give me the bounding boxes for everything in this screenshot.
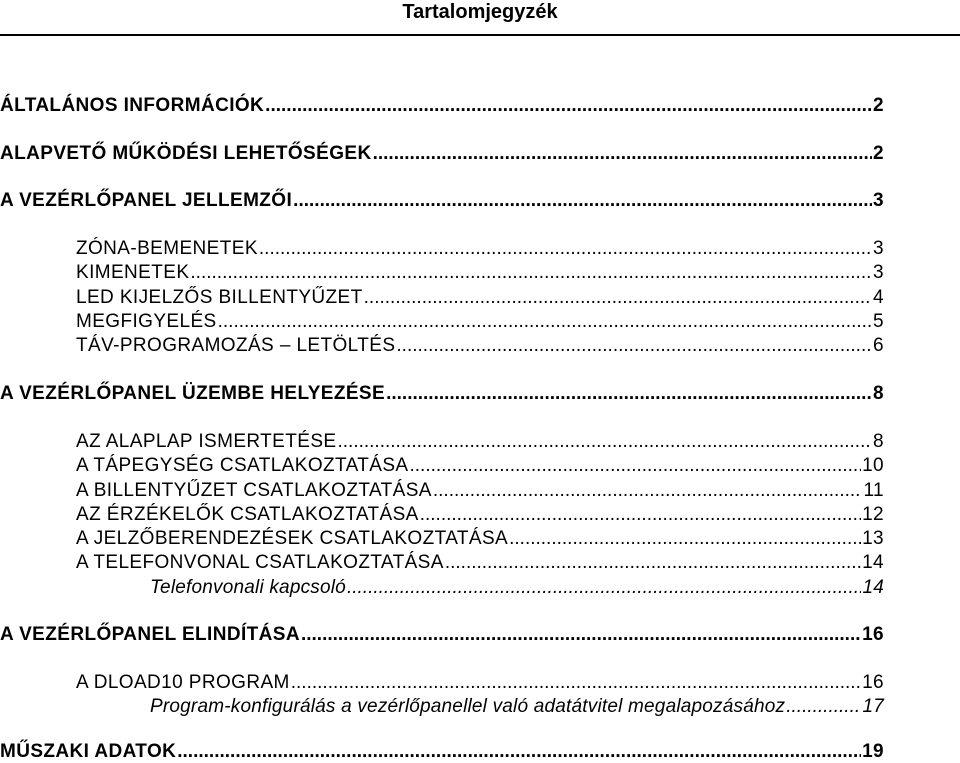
toc-page-number: 13	[862, 528, 884, 549]
toc-entry-title: Program-konfigurálás a vezérlőpanellel való adatátvitel megalapozásához	[150, 696, 786, 717]
toc-entry-led-kijelzos-billentyuzet[interactable]	[0, 287, 884, 309]
toc-page-number: 14	[862, 552, 884, 573]
toc-entry-title: A VEZÉRLŐPANEL ÜZEMBE HELYEZÉSE	[0, 383, 386, 404]
toc-dot-leader	[218, 311, 872, 333]
toc-dot-leader	[364, 287, 872, 309]
toc-page-number: 19	[862, 741, 884, 762]
toc-entry-title: A VEZÉRLŐPANEL JELLEMZŐI	[0, 190, 293, 211]
toc-entry-title: A TELEFONVONAL CSATLAKOZTATÁSA	[76, 552, 444, 573]
toc-dot-leader	[265, 95, 872, 117]
toc-dot-leader	[409, 455, 861, 477]
toc-page-number: 6	[873, 335, 884, 356]
toc-page-number: 16	[862, 624, 884, 645]
toc-dot-leader	[396, 335, 872, 357]
toc-entry-jelzoberendezesek-csatlakoztatasa[interactable]	[0, 528, 884, 550]
toc-page-number: 17	[862, 696, 884, 717]
toc-entry-title: A DLOAD10 PROGRAM	[76, 672, 290, 693]
toc-entry-title: TÁV-PROGRAMOZÁS – LETÖLTÉS	[76, 335, 396, 356]
toc-entry-title: A BILLENTYŰZET CSATLAKOZTATÁSA	[76, 480, 432, 501]
toc-page-number: 3	[873, 190, 884, 211]
toc-page-number: 4	[873, 287, 884, 308]
toc-entry-title: A JELZŐBERENDEZÉSEK CSATLAKOZTATÁSA	[76, 528, 509, 549]
toc-entry-erzekelok-csatlakoztatasa[interactable]	[0, 504, 884, 526]
toc-entry-billentyuzet-csatlakoztatasa[interactable]	[0, 480, 884, 502]
toc-page-number: 2	[873, 143, 884, 164]
toc-dot-leader	[337, 431, 872, 453]
toc-entry-telefonvonali-kapcsolo[interactable]	[0, 577, 884, 599]
toc-entry-title: A VEZÉRLŐPANEL ELINDÍTÁSA	[0, 624, 300, 645]
toc-page-number: 8	[873, 383, 884, 404]
toc-page-number: 16	[862, 672, 884, 693]
page-title: Tartalomjegyzék	[402, 1, 558, 23]
toc-entry-title: LED KIJELZŐS BILLENTYŰZET	[76, 287, 363, 308]
toc-entry-tapegyseg-csatlakoztatasa[interactable]	[0, 455, 884, 477]
toc-dot-leader	[259, 238, 872, 260]
toc-entry-title: MEGFIGYELÉS	[76, 311, 217, 332]
toc-page-number: 2	[873, 95, 884, 116]
toc-page-number: 12	[862, 504, 884, 525]
toc-dot-leader	[509, 528, 861, 550]
toc-entry-kimenetek[interactable]	[0, 262, 884, 284]
title-divider	[0, 34, 960, 36]
toc-dot-leader	[373, 143, 872, 165]
toc-dot-leader	[386, 383, 872, 405]
toc-entry-vezerlopanel-jellemzoi[interactable]	[0, 190, 884, 212]
toc-entry-title: KIMENETEK	[76, 262, 190, 283]
toc-entry-title: ZÓNA-BEMENETEK	[76, 238, 258, 259]
toc-entry-altalanos-informaciok[interactable]	[0, 95, 884, 117]
toc-page-number: 5	[873, 311, 884, 332]
toc-entry-alaplap-ismertetese[interactable]	[0, 431, 884, 453]
toc-dot-leader	[291, 672, 861, 694]
toc-dot-leader	[420, 504, 861, 526]
toc-page-number: 14	[862, 577, 884, 598]
toc-entry-telefonvonal-csatlakoztatasa[interactable]	[0, 552, 884, 574]
toc-entry-title: ALAPVETŐ MŰKÖDÉSI LEHETŐSÉGEK	[0, 143, 372, 164]
toc-entry-vezerlopanel-elinditasa[interactable]	[0, 624, 884, 646]
toc-entry-tav-programozas-letoltes[interactable]	[0, 335, 884, 357]
toc-entry-title: AZ ÉRZÉKELŐK CSATLAKOZTATÁSA	[76, 504, 419, 525]
toc-dot-leader	[347, 577, 862, 599]
toc-dot-leader	[445, 552, 861, 574]
toc-entry-title: MŰSZAKI ADATOK	[0, 741, 177, 762]
toc-dot-leader	[301, 624, 861, 646]
toc-page-number: 11	[863, 480, 884, 501]
toc-dot-leader	[190, 262, 872, 284]
toc-entry-dload10-program[interactable]	[0, 672, 884, 694]
toc-entry-alapveto-mukodesi-lehetosegek[interactable]	[0, 143, 884, 165]
toc-dot-leader	[293, 190, 872, 212]
toc-entry-title: AZ ALAPLAP ISMERTETÉSE	[76, 431, 337, 452]
toc-entry-title: ÁLTALÁNOS INFORMÁCIÓK	[0, 95, 265, 116]
toc-dot-leader	[433, 480, 863, 502]
toc-dot-leader	[786, 696, 861, 718]
toc-page-number: 3	[873, 238, 884, 259]
toc-entry-zona-bemenetek[interactable]	[0, 238, 884, 260]
toc-page-number: 10	[862, 455, 884, 476]
toc-entry-vezerlopanel-uzembe-helyezese[interactable]	[0, 383, 884, 405]
toc-page-number: 3	[873, 262, 884, 283]
toc-entry-program-konfiguralas[interactable]	[0, 696, 884, 718]
toc-page-number: 8	[873, 431, 884, 452]
toc-entry-title: Telefonvonali kapcsoló	[150, 577, 346, 598]
toc-entry-title: A TÁPEGYSÉG CSATLAKOZTATÁSA	[76, 455, 409, 476]
toc-entry-megfigyeles[interactable]	[0, 311, 884, 333]
